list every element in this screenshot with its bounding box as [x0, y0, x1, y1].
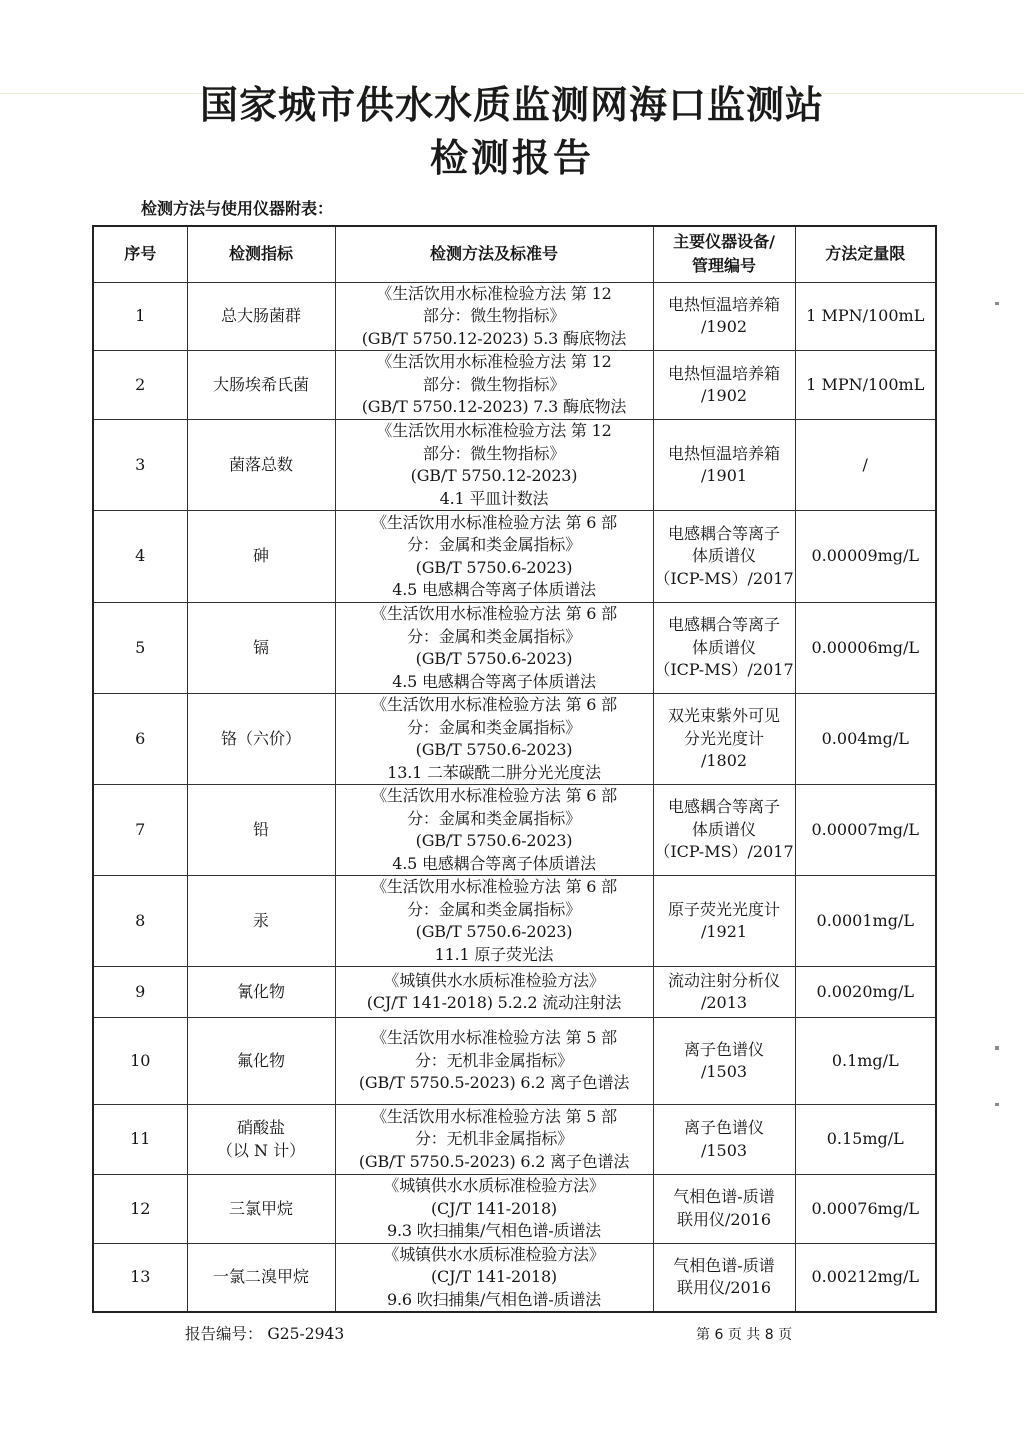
- indicator-cell: [187, 1018, 335, 1105]
- row-number-cell: 5: [93, 603, 187, 694]
- page-number: 第 6 页 共 8 页: [696, 1327, 793, 1343]
- limit-cell: 0.00009mg/L: [795, 511, 936, 603]
- limit-cell: 0.15mg/L: [795, 1105, 936, 1175]
- method-line: 9.6 吹扫捕集/气相色谱-质谱法: [387, 1289, 601, 1309]
- instrument-line: 分光光度计: [683, 728, 764, 748]
- limit-cell: 0.0020mg/L: [795, 967, 936, 1018]
- table-row: [93, 785, 936, 876]
- limit-cell: 0.0001mg/L: [795, 876, 936, 967]
- method-line: 《生活饮用水标准检验方法 第 6 部: [371, 604, 617, 623]
- instrument-cell: [653, 1018, 795, 1105]
- instrument-cell: [653, 1105, 795, 1175]
- table-row: [93, 603, 936, 694]
- limit-cell: 0.00212mg/L: [795, 1243, 936, 1312]
- method-line: (GB/T 5750.6-2023): [415, 740, 573, 759]
- instrument-line: 流动注射分析仪: [667, 970, 780, 990]
- method-line: 分：无机非金属指标》: [414, 1050, 573, 1070]
- instrument-cell: [653, 351, 795, 420]
- col-header-method: 检测方法及标准号: [335, 226, 653, 282]
- table-row: [93, 1105, 936, 1175]
- method-cell: [335, 967, 653, 1018]
- instrument-line: 电感耦合等离子: [667, 797, 780, 817]
- instrument-line: （ICP-MS）/2017: [654, 568, 794, 588]
- instrument-line: /1902: [700, 317, 748, 337]
- indicator-cell: [187, 694, 335, 785]
- indicator-line: 菌落总数: [228, 454, 293, 474]
- method-line: 4.5 电感耦合等离子体质谱法: [392, 671, 596, 691]
- indicator-cell: [187, 785, 335, 876]
- method-line: 4.1 平皿计数法: [439, 488, 549, 508]
- method-line: 11.1 原子荧光法: [434, 944, 554, 964]
- indicator-line: 铬（六价）: [220, 728, 301, 748]
- instrument-cell: [653, 511, 795, 603]
- row-number-cell: 9: [93, 967, 187, 1018]
- method-line: 9.3 吹扫捕集/气相色谱-质谱法: [387, 1221, 601, 1240]
- instrument-line: 联用仪/2016: [676, 1209, 772, 1229]
- table-row: [93, 1243, 936, 1312]
- method-line: (GB/T 5750.6-2023): [415, 557, 573, 577]
- instrument-line: 原子荧光光度计: [667, 899, 780, 919]
- method-line: 《生活饮用水标准检验方法 第 5 部: [371, 1106, 617, 1126]
- method-line: (GB/T 5750.5-2023) 6.2 离子色谱法: [358, 1151, 630, 1171]
- indicator-line: 三氯甲烷: [228, 1198, 293, 1218]
- instrument-line: /1921: [700, 922, 748, 941]
- method-line: 《生活饮用水标准检验方法 第 12: [376, 352, 612, 372]
- table-row: [93, 420, 936, 511]
- limit-cell: 1 MPN/100mL: [795, 351, 936, 420]
- col-header-limit: 方法定量限: [795, 226, 936, 282]
- instrument-line: 离子色谱仪: [683, 1039, 764, 1059]
- indicator-line: 硝酸盐: [236, 1118, 285, 1137]
- instrument-line: 离子色谱仪: [683, 1118, 764, 1137]
- instrument-line: 体质谱仪: [691, 637, 756, 657]
- method-line: (CJ/T 141-2018): [431, 1198, 557, 1218]
- indicator-cell: [187, 967, 335, 1018]
- method-cell: [335, 1243, 653, 1312]
- method-cell: [335, 603, 653, 694]
- instrument-line: 联用仪/2016: [676, 1278, 772, 1298]
- indicator-cell: [187, 351, 335, 420]
- method-line: 《生活饮用水标准检验方法 第 6 部: [371, 695, 617, 714]
- col-header-instrument: [653, 226, 795, 282]
- indicator-cell: [187, 282, 335, 351]
- instrument-line: 双光束紫外可见: [667, 706, 780, 726]
- table-row: [93, 1175, 936, 1244]
- instrument-line: /1802: [700, 751, 748, 771]
- instrument-line: （ICP-MS）/2017: [654, 842, 794, 862]
- indicator-line: 一氯二溴甲烷: [212, 1267, 309, 1286]
- indicator-line: 汞: [252, 910, 269, 930]
- table-body: [93, 282, 936, 1312]
- scan-speck: [995, 302, 999, 305]
- method-line: 分：无机非金属指标》: [414, 1129, 573, 1149]
- instrument-line: 电热恒温培养箱: [667, 294, 780, 314]
- table-row: [93, 351, 936, 420]
- indicator-line: （以 N 计）: [216, 1140, 306, 1160]
- method-line: 《生活饮用水标准检验方法 第 12: [376, 283, 612, 303]
- method-line: 部分：微生物指标》: [422, 306, 566, 325]
- indicator-cell: [187, 420, 335, 511]
- method-line: (CJ/T 141-2018) 5.2.2 流动注射法: [366, 993, 622, 1012]
- row-number-cell: 11: [93, 1105, 187, 1175]
- method-cell: [335, 785, 653, 876]
- method-cell: [335, 351, 653, 420]
- limit-cell: 0.00006mg/L: [795, 603, 936, 694]
- scan-speck: [995, 1103, 999, 1106]
- row-number-cell: 10: [93, 1018, 187, 1105]
- method-cell: [335, 876, 653, 967]
- instrument-line: 气相色谱-质谱: [673, 1255, 775, 1275]
- row-number-cell: 6: [93, 694, 187, 785]
- instrument-cell: [653, 282, 795, 351]
- indicator-line: 镉: [252, 637, 269, 657]
- indicator-line: 铅: [252, 819, 269, 839]
- instrument-cell: [653, 1243, 795, 1312]
- method-line: (GB/T 5750.6-2023): [415, 649, 573, 668]
- method-cell: [335, 1105, 653, 1175]
- method-line: 部分：微生物指标》: [422, 443, 566, 463]
- method-line: 《生活饮用水标准检验方法 第 6 部: [371, 512, 617, 532]
- table-header-row: [93, 226, 936, 282]
- instrument-line: 电感耦合等离子: [667, 615, 780, 635]
- instrument-line: 电感耦合等离子: [667, 523, 780, 543]
- row-number-cell: 3: [93, 420, 187, 511]
- row-number-cell: 4: [93, 511, 187, 603]
- instrument-line: 体质谱仪: [691, 546, 756, 566]
- method-line: 4.5 电感耦合等离子体质谱法: [392, 853, 596, 873]
- report-number: 报告编号： G25-2943: [185, 1325, 345, 1343]
- method-line: 《生活饮用水标准检验方法 第 12: [376, 421, 612, 440]
- row-number-cell: 1: [93, 282, 187, 351]
- method-instrument-table: [92, 225, 937, 1313]
- indicator-cell: [187, 1243, 335, 1312]
- indicator-cell: [187, 1105, 335, 1175]
- method-cell: [335, 694, 653, 785]
- indicator-cell: [187, 1175, 335, 1244]
- instrument-line: 体质谱仪: [691, 819, 756, 839]
- method-line: 分：金属和类金属指标》: [407, 808, 581, 828]
- row-number-cell: 12: [93, 1175, 187, 1244]
- col-header-no: 序号: [93, 226, 187, 282]
- indicator-line: 氰化物: [236, 981, 285, 1001]
- method-line: 分：金属和类金属指标》: [407, 899, 581, 919]
- instrument-cell: [653, 694, 795, 785]
- limit-cell: 0.00076mg/L: [795, 1175, 936, 1244]
- method-line: 4.5 电感耦合等离子体质谱法: [392, 580, 596, 599]
- instrument-cell: [653, 1175, 795, 1244]
- method-cell: [335, 282, 653, 351]
- method-line: (GB/T 5750.6-2023): [415, 831, 573, 850]
- indicator-line: 氟化物: [236, 1050, 285, 1070]
- col-header-instrument-line: 主要仪器设备/: [673, 232, 775, 252]
- indicator-line: 砷: [252, 546, 269, 566]
- report-subtitle: 检测报告: [429, 136, 594, 180]
- method-cell: [335, 511, 653, 603]
- instrument-line: /1503: [700, 1140, 748, 1160]
- limit-cell: /: [795, 420, 936, 511]
- table-row: [93, 1018, 936, 1105]
- report-title: 国家城市供水水质监测网海口监测站: [199, 83, 824, 127]
- method-cell: [335, 1018, 653, 1105]
- instrument-line: /1503: [700, 1062, 748, 1081]
- table-row: [93, 282, 936, 351]
- limit-cell: 0.00007mg/L: [795, 785, 936, 876]
- method-line: (CJ/T 141-2018): [431, 1267, 557, 1286]
- method-line: (GB/T 5750.6-2023): [415, 922, 573, 941]
- instrument-line: （ICP-MS）/2017: [654, 660, 794, 680]
- method-line: 分：金属和类金属指标》: [407, 626, 581, 646]
- indicator-cell: [187, 603, 335, 694]
- indicator-line: 大肠埃希氏菌: [212, 374, 309, 394]
- method-cell: [335, 420, 653, 511]
- method-line: 分：金属和类金属指标》: [407, 535, 581, 554]
- instrument-line: 气相色谱-质谱: [673, 1187, 775, 1207]
- instrument-line: /1901: [700, 466, 748, 485]
- table-row: [93, 876, 936, 967]
- limit-cell: 0.1mg/L: [795, 1018, 936, 1105]
- instrument-line: /2013: [700, 993, 748, 1012]
- method-line: 《生活饮用水标准检验方法 第 5 部: [371, 1028, 617, 1048]
- section-label: 检测方法与使用仪器附表：: [141, 199, 334, 218]
- method-line: 部分：微生物指标》: [422, 374, 566, 394]
- instrument-line: 电热恒温培养箱: [667, 363, 780, 383]
- indicator-cell: [187, 876, 335, 967]
- instrument-cell: [653, 603, 795, 694]
- instrument-line: /1902: [700, 386, 748, 405]
- method-line: 分：金属和类金属指标》: [407, 717, 581, 737]
- method-line: (GB/T 5750.12-2023) 5.3 酶底物法: [361, 328, 627, 348]
- method-line: 《城镇供水水质标准检验方法》: [383, 1176, 605, 1195]
- table-row: [93, 694, 936, 785]
- method-line: 《生活饮用水标准检验方法 第 6 部: [371, 877, 617, 896]
- scan-speck: [995, 1046, 999, 1050]
- col-header-item: 检测指标: [187, 226, 335, 282]
- method-line: 《生活饮用水标准检验方法 第 6 部: [371, 786, 617, 805]
- method-line: 13.1 二苯碳酰二肼分光光度法: [387, 762, 601, 782]
- row-number-cell: 2: [93, 351, 187, 420]
- method-line: (GB/T 5750.12-2023): [410, 466, 578, 485]
- row-number-cell: 7: [93, 785, 187, 876]
- method-line: (GB/T 5750.5-2023) 6.2 离子色谱法: [358, 1073, 630, 1093]
- indicator-line: 总大肠菌群: [220, 306, 301, 325]
- method-cell: [335, 1175, 653, 1244]
- instrument-cell: [653, 876, 795, 967]
- method-line: 《城镇供水水质标准检验方法》: [383, 1244, 605, 1264]
- row-number-cell: 13: [93, 1243, 187, 1312]
- table-row: [93, 967, 936, 1018]
- table-row: [93, 511, 936, 603]
- col-header-instrument-line: 管理编号: [691, 256, 756, 276]
- instrument-cell: [653, 420, 795, 511]
- limit-cell: 1 MPN/100mL: [795, 282, 936, 351]
- row-number-cell: 8: [93, 876, 187, 967]
- indicator-cell: [187, 511, 335, 603]
- instrument-line: 电热恒温培养箱: [667, 443, 780, 463]
- instrument-cell: [653, 785, 795, 876]
- method-line: 《城镇供水水质标准检验方法》: [383, 970, 605, 990]
- method-line: (GB/T 5750.12-2023) 7.3 酶底物法: [361, 397, 627, 417]
- instrument-cell: [653, 967, 795, 1018]
- limit-cell: 0.004mg/L: [795, 694, 936, 785]
